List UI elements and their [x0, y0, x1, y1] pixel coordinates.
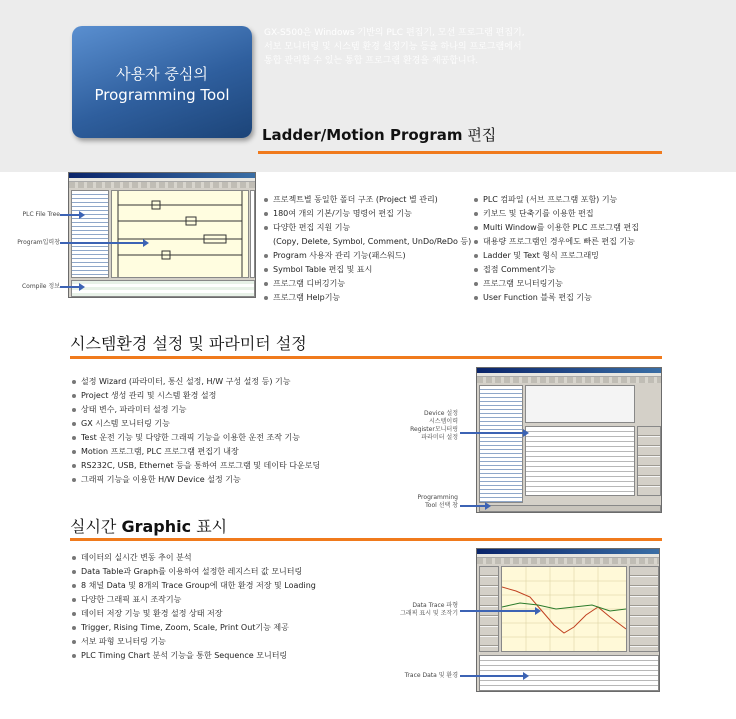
list-item: Motion 프로그램, PLC 프로그램 편집기 내장: [72, 445, 320, 459]
graphic-title-main: Graphic: [121, 517, 192, 536]
list-item: Trigger, Rising Time, Zoom, Scale, Print Out기능 제공: [72, 621, 316, 635]
callout-line: Device 설정: [423, 410, 458, 417]
list-item: 대용량 프로그램인 경우에도 빠른 편집 기능: [474, 235, 639, 249]
list-item: User Function 블록 편집 기능: [474, 291, 639, 305]
list-item: 그래픽 기능을 이용한 H/W Device 설정 기능: [72, 473, 320, 487]
trace-waveform-icon: [502, 567, 626, 651]
ladder-title-main: Ladder/Motion Program: [262, 126, 463, 144]
arrow-icon: [460, 432, 524, 434]
list-item: (Copy, Delete, Symbol, Comment, UnDo/ReDo 등): [273, 237, 472, 246]
graphic-feature-list: [72, 551, 316, 663]
arrow-icon: [60, 214, 80, 216]
intro-line: GX-S500은 Windows 기반의 PLC 편집기, 모션 프로그램 편집기,: [264, 28, 525, 38]
arrow-icon: [460, 610, 536, 612]
ladder-section-title: [262, 124, 496, 145]
list-item: PLC Timing Chart 분석 기능을 통한 Sequence 모니터링: [72, 649, 316, 663]
ladder-diagram-icon: [112, 191, 248, 277]
graphic-trace-screenshot: [476, 548, 660, 692]
badge-line-1: 사용자 중심의: [116, 65, 208, 83]
callout-line: Programming: [417, 494, 458, 501]
list-item: 다양한 편집 지원 기능: [264, 221, 471, 235]
callout-programming-tool: [380, 494, 458, 510]
ladder-editor-screenshot: [68, 172, 256, 298]
list-item: PLC 컴파일 (서브 프로그램 포함) 기능: [474, 193, 639, 207]
callout-line: Tool 선택 창: [425, 502, 458, 509]
arrow-icon: [460, 675, 524, 677]
graphic-title-prefix: 실시간: [70, 517, 122, 536]
system-section-title: 시스템환경 설정 및 파라미터 설정: [70, 334, 307, 353]
badge-line-2: Programming Tool: [94, 86, 230, 104]
callout-plc-file-tree: PLC File Tree: [22, 211, 60, 218]
list-item: 프로그램 Help기능: [264, 291, 471, 305]
list-item: Multi Window를 이용한 PLC 프로그램 편집: [474, 221, 639, 235]
callout-line: Register모니터링: [410, 426, 458, 433]
callout-data-trace: [380, 602, 458, 618]
ladder-feature-list-right: [474, 193, 639, 305]
callout-line: 시스템이력: [429, 418, 458, 425]
list-item: Program 사용자 관리 기능(패스워드): [264, 249, 471, 263]
callout-line: Trace Data 및 환경: [404, 672, 458, 679]
callout-program-input: Program입력창: [17, 239, 60, 246]
list-item: GX 시스템 모니터링 기능: [72, 417, 320, 431]
callout-compile-info: Compile 정보: [21, 283, 60, 290]
callout-device-settings: [380, 410, 458, 442]
list-item: Ladder 및 Text 형식 프로그래밍: [474, 249, 639, 263]
ladder-title-suffix: 편집: [462, 126, 497, 144]
list-item: 데이터 저장 기능 및 환경 설정 상태 저장: [72, 607, 316, 621]
system-feature-list: [72, 375, 320, 487]
system-title-rule: [70, 356, 662, 359]
callout-line: Data Trace 파형: [412, 602, 458, 609]
intro-line: 서보 모니터링 및 시스템 환경 설정기능 등을 하나의 프로그램에서: [264, 42, 522, 52]
list-item: Test 운전 기능 및 다양한 그래픽 기능을 이용한 운전 조작 기능: [72, 431, 320, 445]
ladder-feature-list-left: [264, 193, 471, 305]
list-item: 서보 파형 모니터링 기능: [72, 635, 316, 649]
ladder-title-rule: [258, 151, 662, 154]
graphic-section-title: [70, 514, 227, 537]
callout-line: 파라미터 설정: [421, 434, 458, 441]
graphic-title-suffix: 표시: [191, 517, 228, 536]
callout-line: 그래픽 표시 및 조작기: [400, 610, 458, 617]
list-item: Symbol Table 편집 및 표시: [264, 263, 471, 277]
list-item: 8 채널 Data 및 8개의 Trace Group에 대한 환경 저장 및 Loading: [72, 579, 316, 593]
list-item: 키보드 및 단축기를 이용한 편집: [474, 207, 639, 221]
list-item: Data Table과 Graph를 이용하여 설정한 레지스터 값 모니터링: [72, 565, 316, 579]
intro-line: 통합 관리할 수 있는 통합 프로그램 환경을 제공합니다.: [264, 56, 479, 66]
list-item: 상태 변수, 파라미터 설정 기능: [72, 403, 320, 417]
list-item: 프로그램 모니터링기능: [474, 277, 639, 291]
arrow-icon: [60, 286, 80, 288]
list-item: 프로그램 디버깅기능: [264, 277, 471, 291]
intro-text: [264, 26, 724, 68]
list-item: 프로젝트별 동일한 폴더 구조 (Project 별 관리): [264, 193, 471, 207]
list-item: 접점 Comment기능: [474, 263, 639, 277]
list-item: RS232C, USB, Ethernet 등을 통하여 프로그램 및 데이타 다운로딩: [72, 459, 320, 473]
callout-trace-data: [380, 672, 458, 680]
list-item: 설정 Wizard (파라미터, 통신 설정, H/W 구성 설정 등) 기능: [72, 375, 320, 389]
title-badge: [72, 26, 252, 138]
arrow-icon: [460, 505, 486, 507]
list-item: Project 생성 관리 및 시스템 환경 설정: [72, 389, 320, 403]
list-item: 데이터의 실시간 변동 추이 분석: [72, 551, 316, 565]
graphic-title-rule: [70, 538, 662, 541]
arrow-icon: [60, 242, 144, 244]
system-settings-screenshot: [476, 367, 662, 513]
list-item: 다양한 그래픽 표시 조작기능: [72, 593, 316, 607]
list-item: 180여 개의 기본/기능 명령어 편집 기능: [264, 207, 471, 221]
